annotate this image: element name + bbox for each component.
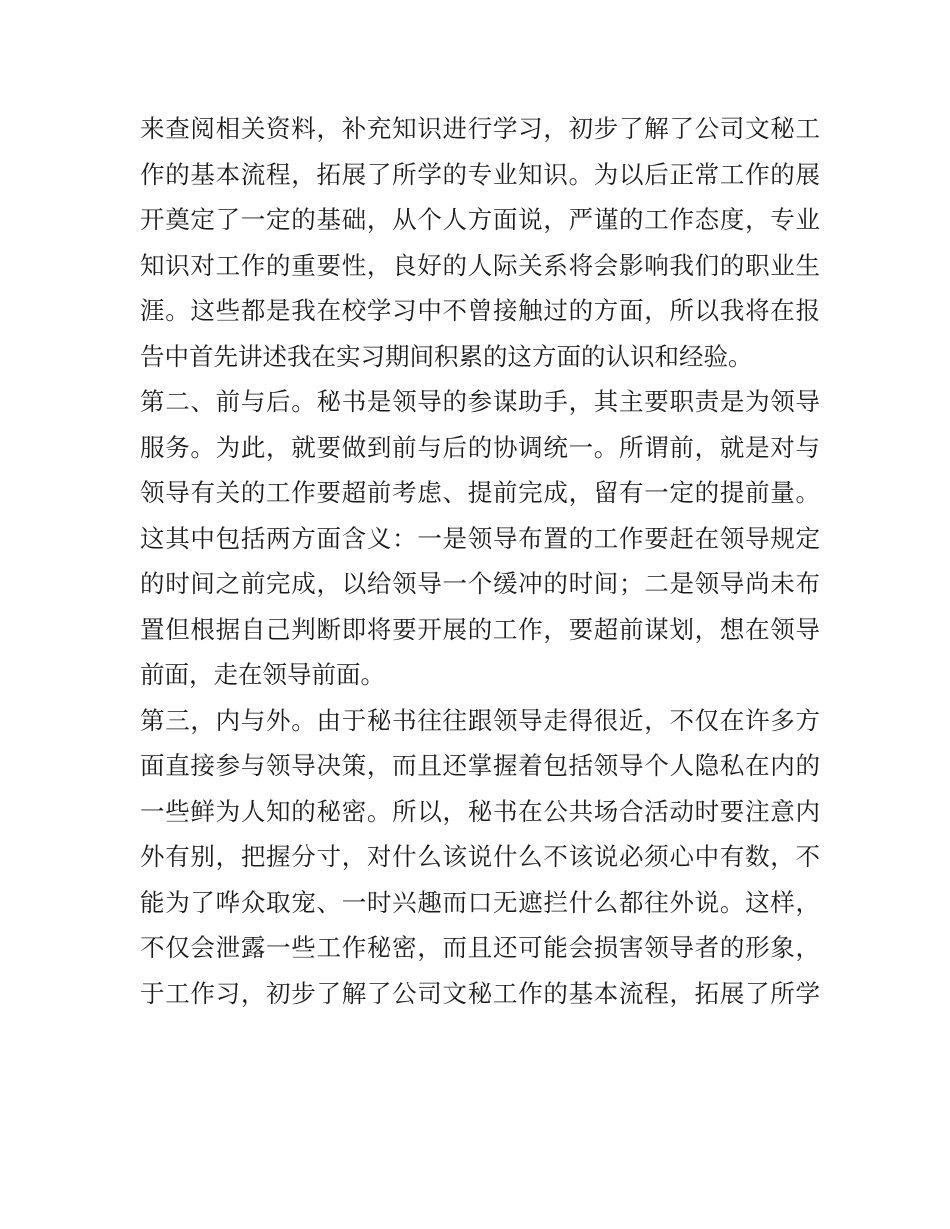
text-line: 一些鲜为人知的秘密。所以，秘书在公共场合活动时要注意内	[140, 796, 820, 826]
text-line: 的时间之前完成，以给领导一个缓冲的时间；二是领导尚未布	[140, 569, 820, 598]
text-line: 来查阅相关资料，补充知识进行学习，初步了解了公司文秘工	[140, 114, 820, 143]
text-line: 外有别，把握分寸，对什么该说什么不该说必须心中有数，不	[140, 842, 820, 871]
text-line: 知识对工作的重要性，良好的人际关系将会影响我们的职业生	[140, 250, 820, 280]
text-line: 领导有关的工作要超前考虑、提前完成，留有一定的提前量。	[140, 478, 820, 507]
text-line: 涯。这些都是我在校学习中不曾接触过的方面，所以我将在报	[140, 296, 820, 325]
text-line: 服务。为此，就要做到前与后的协调统一。所谓前，就是对与	[140, 432, 820, 462]
body-text	[140, 106, 820, 1016]
text-line: 于工作习，初步了解了公司文秘工作的基本流程，拓展了所学	[140, 978, 820, 1008]
text-line: 告中首先讲述我在实习期间积累的这方面的认识和经验。	[140, 341, 753, 371]
text-line: 这其中包括两方面含义：一是领导布置的工作要赶在领导规定	[140, 523, 820, 553]
text-line: 能为了哗众取宠、一时兴趣而口无遮拦什么都往外说。这样，	[140, 887, 820, 917]
text-line: 作的基本流程，拓展了所学的专业知识。为以后正常工作的展	[140, 159, 820, 189]
text-line: 前面，走在领导前面。	[140, 660, 385, 689]
text-line: 不仅会泄露一些工作秘密，而且还可能会损害领导者的形象，	[140, 933, 820, 962]
text-line: 面直接参与领导决策，而且还掌握着包括领导个人隐私在内的	[140, 751, 820, 780]
text-line: 开奠定了一定的基础，从个人方面说，严谨的工作态度，专业	[140, 205, 820, 234]
text-line: 第二、前与后。秘书是领导的参谋助手，其主要职责是为领导	[140, 387, 820, 416]
text-line: 第三，内与外。由于秘书往往跟领导走得很近，不仅在许多方	[140, 705, 820, 735]
text-line: 置但根据自己判断即将要开展的工作，要超前谋划，想在领导	[140, 614, 820, 644]
